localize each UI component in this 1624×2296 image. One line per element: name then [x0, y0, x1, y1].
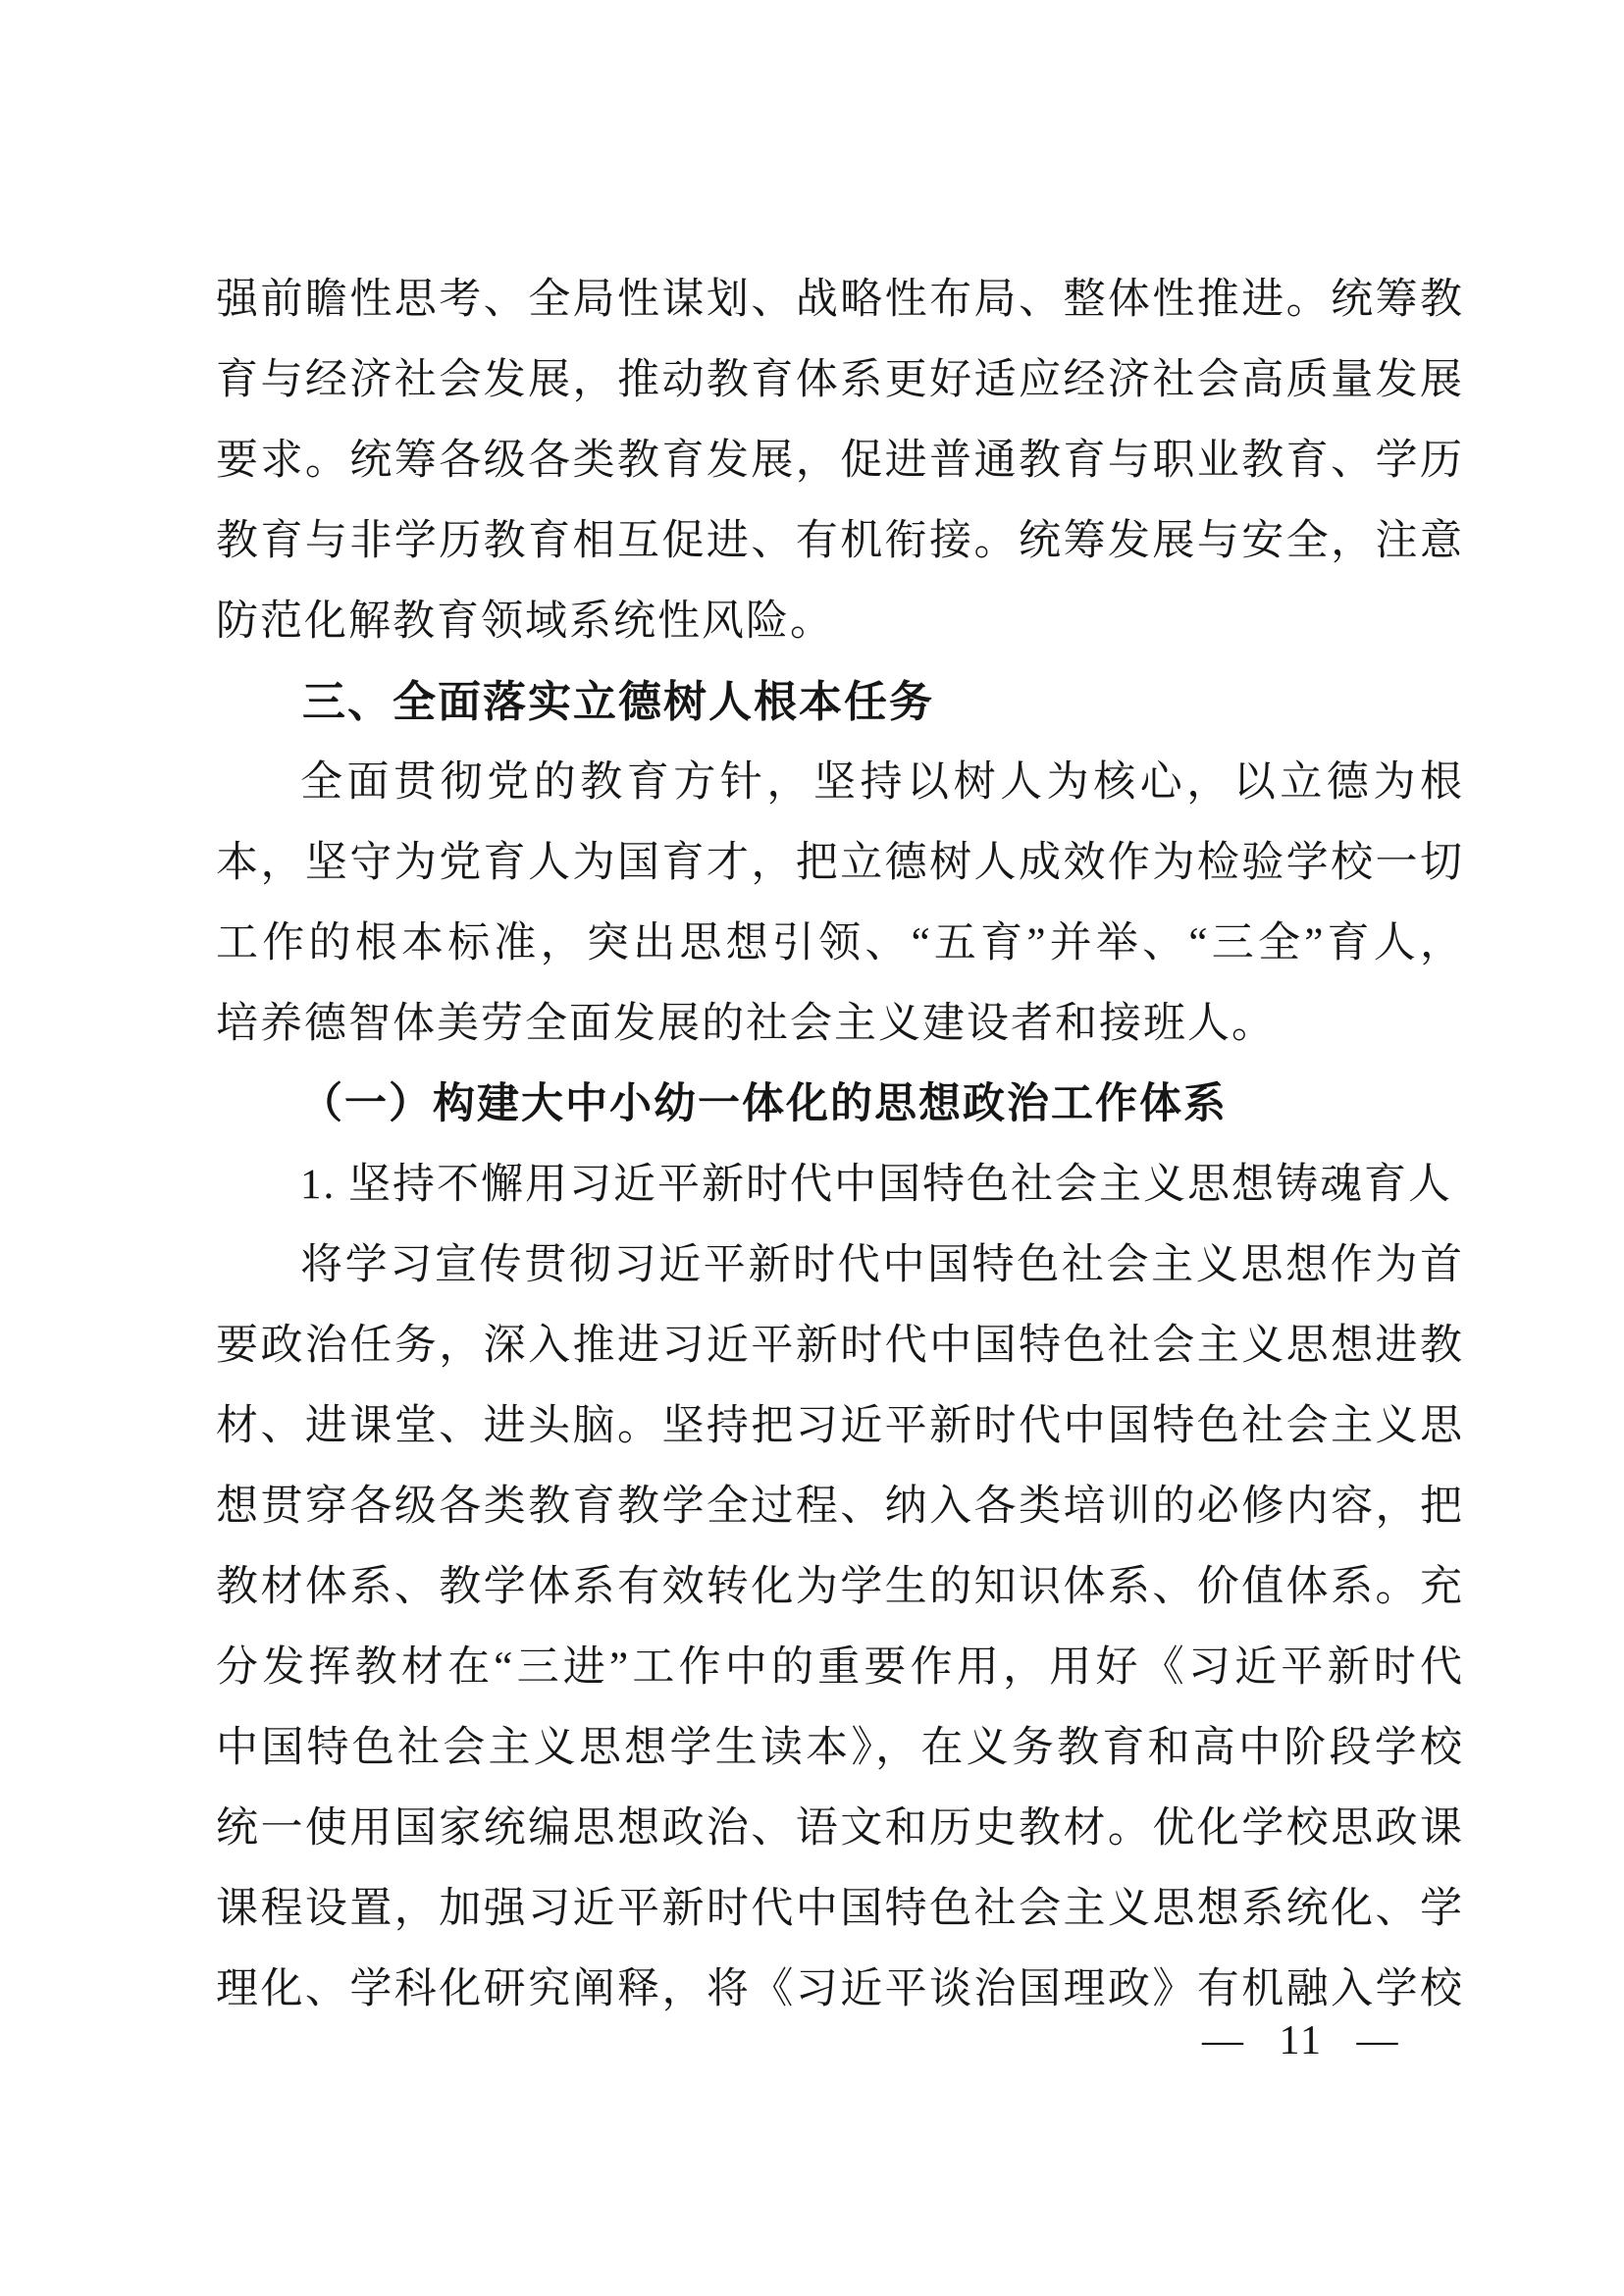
text-line: 想贯穿各级各类教育教学全过程、纳入各类培训的必修内容，把 [216, 1484, 1464, 1530]
text-line: 全面贯彻党的教育方针，坚持以树人为核心，以立德为根 [300, 759, 1464, 806]
subsection-heading: （一）构建大中小幼一体化的思想政治工作体系 [300, 1081, 1228, 1127]
text-line: 将学习宣传贯彻习近平新时代中国特色社会主义思想作为首 [300, 1242, 1464, 1288]
text-line: 教育与非学历教育相互促进、有机衔接。统筹发展与安全，注意 [216, 518, 1464, 564]
text-line: 分发挥教材在“三进”工作中的重要作用，用好《习近平新时代 [216, 1644, 1464, 1691]
text-line: 中国特色社会主义思想学生读本》，在义务教育和高中阶段学校 [216, 1725, 1464, 1771]
text-line: 要求。统筹各级各类教育发展，促进普通教育与职业教育、学历 [216, 438, 1464, 484]
text-line: 防范化解教育领域系统性风险。 [216, 599, 834, 645]
text-line: 统一使用国家统编思想政治、语文和历史教材。优化学校思政课 [216, 1805, 1464, 1852]
text-line: 教材体系、教学体系有效转化为学生的知识体系、价值体系。充 [216, 1564, 1464, 1610]
text-line: 要政治任务，深入推进习近平新时代中国特色社会主义思想进教 [216, 1323, 1464, 1369]
text-line: 育与经济社会发展，推动教育体系更好适应经济社会高质量发展 [216, 357, 1464, 403]
text-line: 培养德智体美劳全面发展的社会主义建设者和接班人。 [216, 1001, 1276, 1047]
document-body [216, 260, 1464, 2030]
text-line: 工作的根本标准，突出思想引领、“五育”并举、“三全”育人， [216, 920, 1464, 966]
text-line: 材、进课堂、进头脑。坚持把习近平新时代中国特色社会主义思 [216, 1403, 1464, 1449]
text-line: 本，坚守为党育人为国育才，把立德树人成效作为检验学校一切 [216, 840, 1464, 886]
page-number: — 11 — [1202, 2018, 1400, 2063]
section-heading: 三、全面落实立德树人根本任务 [302, 678, 934, 726]
text-line: 课程设置，加强习近平新时代中国特色社会主义思想系统化、学 [216, 1886, 1464, 1932]
text-line: 强前瞻性思考、全局性谋划、战略性布局、整体性推进。统筹教 [216, 277, 1464, 323]
point-heading: 1. 坚持不懈用习近平新时代中国特色社会主义思想铸魂育人 [300, 1162, 1452, 1208]
text-line: 理化、学科化研究阐释，将《习近平谈治国理政》有机融入学校 [216, 1966, 1464, 2012]
